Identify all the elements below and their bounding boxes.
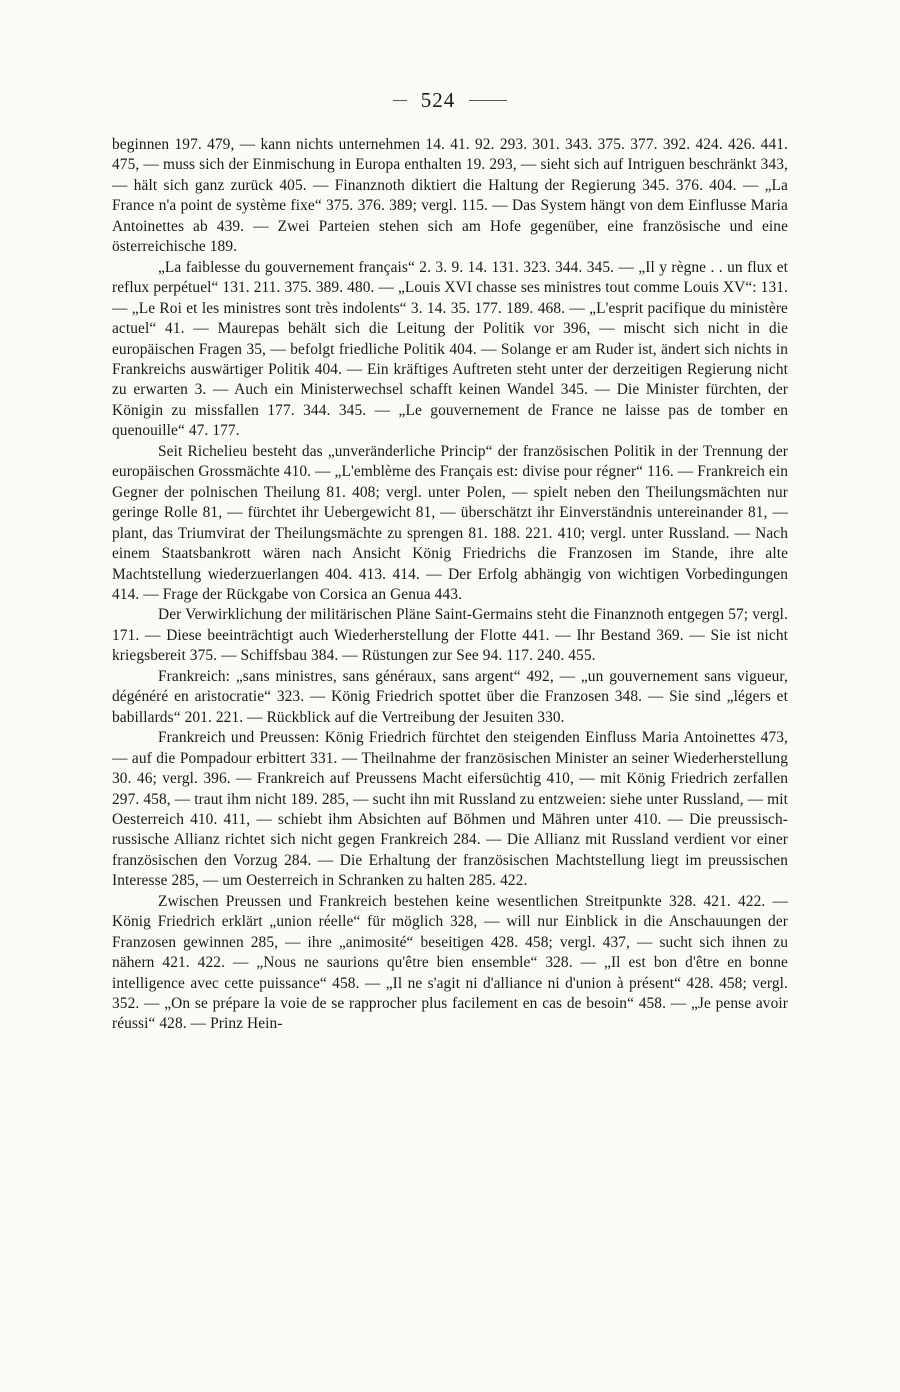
header-rule-left xyxy=(393,100,407,101)
paragraph-7: Zwischen Preussen und Frankreich bestehen keine wesentlichen Streitpunkte 328. 421. 422. — König Friedrich erklärt „union réelle“ für möglich 328, — will nur Einblick in die Anschauungen der Franzosen gewinnen 285, — ihre „animosité“ beseitigen 428. 458; vergl. 437, — sucht sich ihnen zu nähern 421. 422. — „Nous ne saurions qu'être bien ensemble“ 328. — „Il est bon d'être en bonne intelligence avec cette puissance“ 458. — „Il ne s'agit ni d'alliance ni d'union à présent“ 428. 458; vergl. 352. — „On se prépare la voie de se rapprocher plus facilement en cas de besoin“ 458. — „Je pense avoir réussi“ 428. — Prinz Hein- xyxy=(112,892,788,1033)
paragraph-1: beginnen 197. 479, — kann nichts unternehmen 14. 41. 92. 293. 301. 343. 375. 377. 392. 424. 426. 441. 475, — muss sich der Einmischung in Europa enthalten 19. 293, — sieht sich auf Intriguen beschränkt 343, — hält sich ganz zurück 405. — Finanznoth diktiert die Haltung der Regierung 345. 376. 404. — „La France n'a point de système fixe“ 375. 376. 389; vergl. 115. — Das System hängt von dem Einflusse Maria Antoinettes ab 439. — Zwei Parteien stehen sich am Hofe gegenüber, eine französische und eine österreichische 189. xyxy=(112,136,788,256)
paragraph-5: Frankreich: „sans ministres, sans généraux, sans argent“ 492, — „un gouvernement sans vigueur, dégénéré en aristocratie“ 323. — König Friedrich spottet über die Franzosen 348. — Sie sind „légers et babillards“ 201. 221. — Rückblick auf die Vertreibung der Jesuiten 330. xyxy=(112,667,788,726)
page-number: 524 xyxy=(420,88,456,112)
index-text xyxy=(112,135,788,1035)
paragraph-2: „La faiblesse du gouvernement français“ 2. 3. 9. 14. 131. 323. 344. 345. — „Il y règne . . un flux et reflux perpétuel“ 131. 211. 375. 389. 480. — „Louis XVI chasse ses ministres tout comme Louis XV“: 131. — „Le Roi et les ministres sont très indolents“ 3. 14. 35. 177. 189. 468. — „L'esprit pacifique du ministère actuel“ 41. — Maurepas behält sich die Leitung der Politik vor 396, — mischt sich nicht in die europäischen Fragen 35, — befolgt friedliche Politik 404. — Solange er am Ruder ist, ändert sich nichts in Frankreichs auswärtiger Politik 404. — Ein kräftiges Auftreten steht unter der derzeitigen Regierung nicht zu erwarten 3. — Auch ein Ministerwechsel schafft keinen Wandel 345. — Die Minister fürchten, der Königin zu missfallen 177. 344. 345. — „Le gouvernement de France ne laisse pas de tomber en quenouille“ 47. 177. xyxy=(112,258,788,440)
paragraph-6: Frankreich und Preussen: König Friedrich fürchtet den steigenden Einfluss Maria Antoinettes 473, — auf die Pompadour erbittert 331. — Theilnahme der französischen Minister an seiner Wiederherstellung 30. 46; vergl. 396. — Frankreich auf Preussens Macht eifersüchtig 410, — mit König Friedrich zerfallen 297. 458, — traut ihm nicht 189. 285, — sucht ihn mit Russland zu entzweien: siehe unter Russland, — mit Oesterreich 410. 411, — schiebt ihm Absichten auf Böhmen und Mähren unter 410. — Die preussisch-russische Allianz richtet sich nicht gegen Frankreich 284. — Die Allianz mit Russland verdient vor einer französischen den Vorzug 284. — Die Erhaltung der französischen Machtstellung liegt im preussischen Interesse 285, — um Oesterreich in Schranken zu halten 285. 422. xyxy=(112,729,788,890)
paragraph-4: Der Verwirklichung der militärischen Pläne Saint-Germains steht die Finanznoth entgegen 57; vergl. 171. — Diese beeinträchtigt auch Wiederherstellung der Flotte 441. — Ihr Bestand 369. — Sie ist nicht kriegsbereit 375. — Schiffsbau 384. — Rüstungen zur See 94. 117. 240. 455. xyxy=(112,606,788,665)
paragraph-3: Seit Richelieu besteht das „unveränderliche Princip“ der französischen Politik in der Trennung der europäischen Grossmächte 410. — „L'emblème des Français est: divise pour régner“ 116. — Frankreich ein Gegner der polnischen Theilung 81. 408; vergl. unter Polen, — spielt neben den Theilungsmächten nur geringe Rolle 81, — fürchtet ihr Uebergewicht 81, — überschätzt ihr Einverständnis untereinander 81, — plant, das Triumvirat der Theilungsmächte zu sprengen 81. 188. 221. 410; vergl. unter Russland. — Nach einem Staatsbankrott wären nach Ansicht König Friedrichs die Franzosen im Stande, ihre alte Machtstellung wiederzuerlangen 404. 413. 414. — Der Erfolg abhängig von wichtigen Vorbedingungen 414. — Frage der Rückgabe von Corsica an Genua 443. xyxy=(112,442,788,603)
header-rule-right xyxy=(469,100,507,101)
page-header xyxy=(112,88,788,113)
